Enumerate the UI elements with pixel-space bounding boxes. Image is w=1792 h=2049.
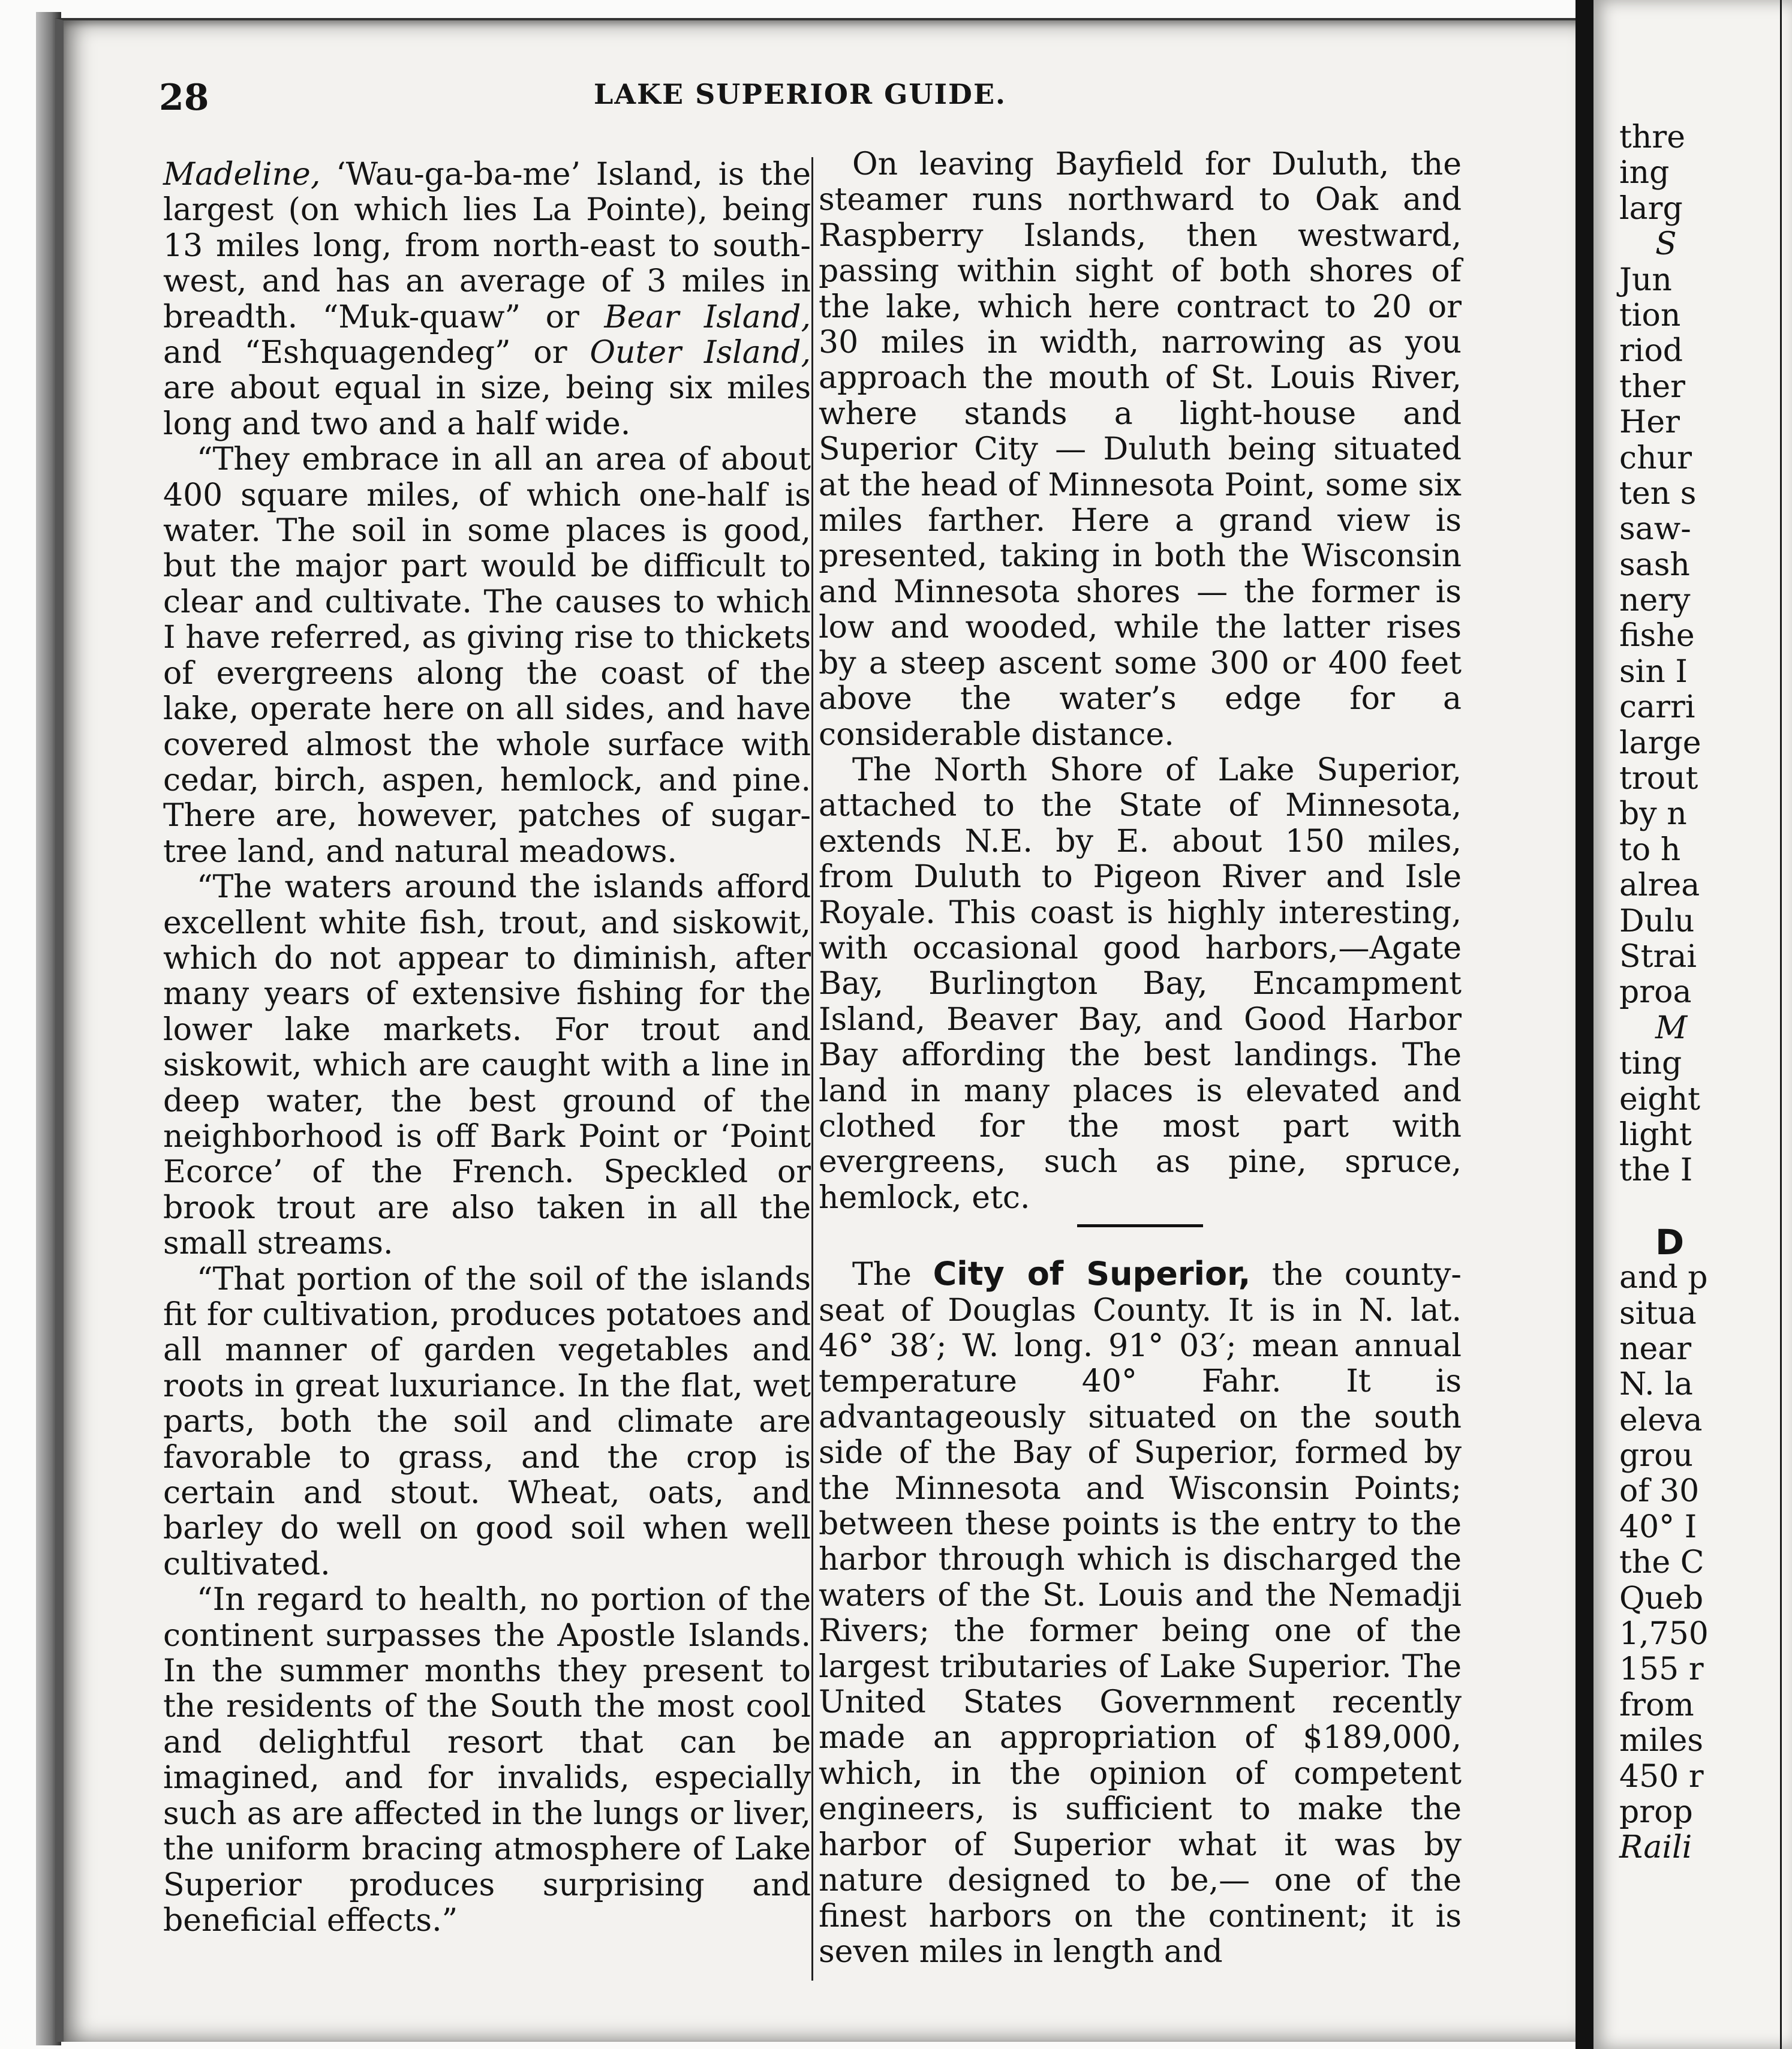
section-rule: [1077, 1224, 1203, 1227]
fragment-line: from: [1619, 1687, 1694, 1723]
paragraph-city-of-superior: [819, 1256, 1462, 1970]
fragment-line: N. la: [1619, 1366, 1693, 1403]
paragraph-text: are about equal in size, being six miles long and two and a half wide.: [163, 370, 811, 442]
fragment-line: riod: [1619, 333, 1683, 369]
fragment-line: 450 r: [1619, 1758, 1704, 1795]
fragment-line: the C: [1619, 1545, 1704, 1581]
fragment-group-2: [1619, 263, 1792, 1011]
fragment-line: chur: [1619, 440, 1692, 476]
place-name-outer-island: Outer Island,: [590, 335, 811, 371]
fragment-line: Her: [1619, 404, 1680, 441]
paragraph-soil: “That portion of the soil of the islands fit for cultivation, produces potatoes and all manner of garden vegetables and roots in great luxuriance. In the flat, wet parts, both the soil and climate are favorable to grass, and the crop is certain and stout. Wheat, oats, and barley do well on good soil when well cultivated.: [163, 1261, 811, 1582]
section-heading-city-of-superior: City of Superior,: [933, 1255, 1251, 1293]
fragment-line: trout: [1619, 761, 1698, 797]
fragment-line: eleva: [1619, 1402, 1703, 1438]
book-gutter: [1575, 0, 1593, 2049]
fragment-line: by n: [1619, 796, 1687, 833]
fragment-line: ing: [1619, 155, 1670, 191]
fragment-line: ten s: [1619, 475, 1697, 512]
fragment-line: to h: [1619, 831, 1681, 868]
fragment-line: fishe: [1619, 618, 1695, 654]
paragraph-north-shore: The North Shore of Lake Superior, attached to the State of Minnesota, extends N.E. by E. about 150 miles, from Duluth to Pigeon River and Isle Royale. This coast is highly interesting, with occasional good harbors,—Agate Bay, Burlington Bay, Encampment Island, Beaver Bay, and Good Harbor Bay affording the best landings. The land in many places is elevated and clothed for the most part with evergreens, such as pine, spruce, hemlock, etc.: [819, 752, 1462, 1216]
fragment-line: 1,750: [1619, 1616, 1709, 1653]
fragment-group-3: [1619, 1046, 1792, 1189]
fragment-line: 40° I: [1619, 1509, 1697, 1545]
fragment-line: alrea: [1619, 867, 1700, 904]
place-name-madeline: Madeline,: [163, 157, 321, 193]
fragment-spacer: [1619, 1189, 1792, 1225]
fragment-line: thre: [1619, 119, 1686, 155]
paragraph-waters: “The waters around the islands afford excellent white fish, trout, and siskowit, which do not appear to diminish, after many years of extensive fishing for the lower lake markets. For trout and siskowit, which are caught with a line in deep water, the best ground of the neighborhood is off Bark Point or ‘Point Ecorce’ of the French. Speckled or brook trout are also taken in all the small streams.: [163, 869, 811, 1262]
fragment-line: saw-: [1619, 511, 1691, 548]
paragraph-text: the county-seat of Douglas County. It is in N. lat. 46° 38′; W. long. 91° 03′; mean annual temperature 40° Fahr. It is advantageously situated on the south side of the Bay of Superior, formed by the Minnesota and Wisconsin Points; between these points is the entry to the harbor through which is discharged the waters of the St. Louis and the Nemadji Rivers; the former being one of the largest tributaries of Lake Superior. The United States Government recently made an appropriation of $189,000, which, in the opinion of competent engineers, is sufficient to make the harbor of Superior what it was by nature designed to be,— one of the finest harbors on the continent; it is seven miles in length and: [819, 1257, 1462, 1970]
paragraph-health: “In regard to health, no portion of the continent surpasses the Apostle Islands. In the summer months they present to the residents of the South the most cool and delightful resort that can be imagined, and for invalids, especially such as are affected in the lungs or liver, the uniform bracing atmosphere of Lake Superior produces surprising and beneficial effects.”: [163, 1582, 811, 1939]
fragment-line: and p: [1619, 1260, 1708, 1296]
paragraph-area: “They embrace in all an area of about 400 square miles, of which one-half is water. The soil in some places is good, but the major part would be difficult to clear and cultivate. The causes to which I have referred, as giving rise to thickets of evergreens along the coast of the lake, operate here on all sides, and have covered almost the whole surface with cedar, birch, aspen, hemlock, and pine. There are, however, patches of sugar-tree land, and natural meadows.: [163, 441, 811, 870]
fragment-line: Raili: [1619, 1829, 1692, 1866]
paragraph-leaving-bayfield: On leaving Bayfield for Duluth, the steamer runs northward to Oak and Raspberry Islands, then westward, passing within sight of both shores of the lake, which here contract to 20 or 30 miles in width, narrowing as you approach the mouth of St. Louis River, where stands a light-house and Superior City — Duluth being situated at the head of Minnesota Point, some six miles farther. Here a grand view is presented, taking in both the Wisconsin and Minnesota shores — the former is low and wooded, while the latter rises by a steep ascent some 300 or 400 feet above the water’s edge for a considerable distance.: [819, 146, 1462, 753]
fragment-line: miles: [1619, 1723, 1704, 1759]
fragment-line: Jun: [1619, 262, 1672, 298]
fragment-group-1: [1619, 120, 1792, 227]
fragment-line: ther: [1619, 368, 1686, 405]
left-text-column: [163, 157, 811, 1939]
fragment-line: sin I: [1619, 653, 1688, 690]
paragraph-madeline-island: [163, 157, 811, 442]
fragment-line: larg: [1619, 190, 1683, 227]
fragment-line: situa: [1619, 1295, 1697, 1332]
running-title: LAKE SUPERIOR GUIDE.: [594, 78, 1007, 110]
fragment-line: grou: [1619, 1438, 1693, 1474]
fragment-group-4: [1619, 1260, 1792, 1866]
place-name-bear-island: Bear Island,: [604, 299, 811, 335]
right-page-text-fragments: [1619, 120, 1792, 1866]
fragment-line: prop: [1619, 1793, 1693, 1830]
fragment-line: the I: [1619, 1152, 1693, 1189]
fragment-line: Queb: [1619, 1580, 1704, 1617]
fragment-line: ting: [1619, 1045, 1682, 1082]
fragment-line: eight: [1619, 1081, 1701, 1117]
fragment-line: of 30: [1619, 1473, 1700, 1510]
fragment-initial-s: S: [1655, 226, 1677, 263]
fragment-line: sash: [1619, 546, 1690, 583]
middle-text-column: [819, 147, 1462, 1970]
fragment-initial-m: M: [1655, 1010, 1688, 1046]
paragraph-lead-word: The: [852, 1257, 912, 1293]
fragment-line: nery: [1619, 582, 1691, 619]
page-number: 28: [159, 77, 209, 119]
fragment-line: 155 r: [1619, 1651, 1704, 1688]
fragment-line: tion: [1619, 297, 1681, 334]
fragment-initial-d: D: [1655, 1221, 1685, 1263]
fragment-line: carri: [1619, 689, 1695, 726]
fragment-line: Dulu: [1619, 903, 1695, 939]
fragment-line: proa: [1619, 974, 1692, 1011]
fragment-line: Strai: [1619, 938, 1697, 975]
column-divider: [811, 157, 813, 1981]
fragment-line: large: [1619, 725, 1701, 761]
paragraph-text: ‘Wau-ga-ba-me’ Island, is the largest (on which lies La Pointe), being 13 miles long, from north-east to south-west, and has an average of 3 miles in breadth. “Muk-quaw” or: [163, 157, 811, 335]
fragment-line: light: [1619, 1116, 1692, 1153]
fragment-line: near: [1619, 1330, 1692, 1367]
paragraph-text: and “Eshquagendeg” or: [163, 335, 567, 371]
